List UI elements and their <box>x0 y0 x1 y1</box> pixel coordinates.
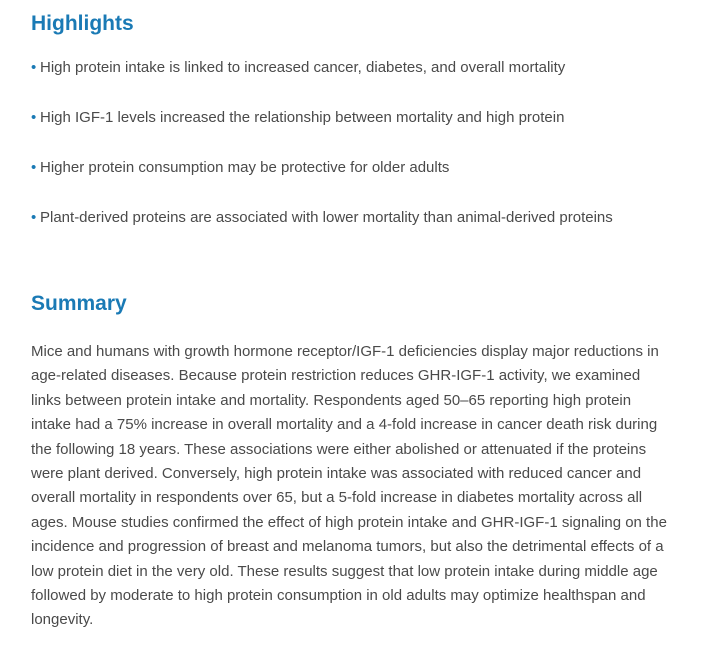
highlight-text: High protein intake is linked to increased cancer, diabetes, and overall mortality <box>40 59 566 76</box>
highlight-item <box>31 158 691 178</box>
summary-heading: Summary <box>31 292 127 315</box>
highlight-text: High IGF-1 levels increased the relationship between mortality and high protein <box>40 109 565 126</box>
bullet-icon: • <box>31 209 37 226</box>
highlight-text: Plant-derived proteins are associated with lower mortality than animal-derived proteins <box>40 209 613 226</box>
highlight-item <box>31 208 691 228</box>
highlights-heading: Highlights <box>31 12 134 35</box>
highlight-item <box>31 108 691 128</box>
highlight-item <box>31 58 691 78</box>
summary-paragraph: Mice and humans with growth hormone receptor/IGF-1 deficiencies display major reductions in age-related diseases. Because protein restriction reduces GHR-IGF-1 activity, we examined links between protein intake and mortality. Respondents aged 50–65 reporting high protein intake had a 75% increase in overall mortality and a 4-fold increase in cancer death risk during the following 18 years. These associations were either abolished or attenuated if the proteins were plant derived. Conversely, high protein intake was associated with reduced cancer and overall mortality in respondents over 65, but a 5-fold increase in diabetes mortality across all ages. Mouse studies confirmed the effect of high protein intake and GHR-IGF-1 signaling on the incidence and progression of breast and melanoma tumors, but also the detrimental effects of a low protein diet in the very old. These results suggest that low protein intake during middle age followed by moderate to high protein consumption in old adults may optimize healthspan and longevity. <box>31 343 667 629</box>
bullet-icon: • <box>31 159 37 176</box>
bullet-icon: • <box>31 109 37 126</box>
highlights-list <box>31 58 691 258</box>
highlight-text: Higher protein consumption may be protective for older adults <box>40 159 450 176</box>
bullet-icon: • <box>31 59 37 76</box>
